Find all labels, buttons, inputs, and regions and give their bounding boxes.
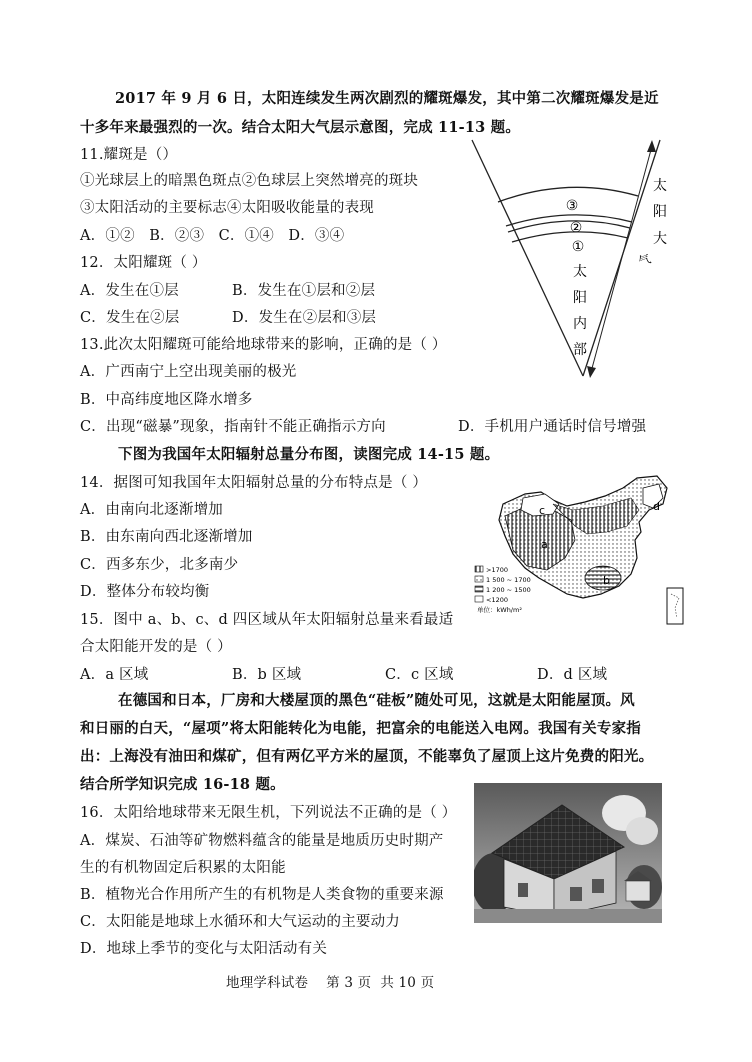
q13-option-c: C．出现“磁暴”现象，指南针不能正确指示方向: [80, 419, 386, 435]
q16-option-a-line1: A．煤炭、石油等矿物燃料蕴含的能量是地质历史时期产: [80, 833, 444, 849]
legend-swatch-3: [475, 586, 483, 592]
inner-char-2: 阳: [573, 290, 587, 306]
china-solar-radiation-map: [467, 470, 685, 632]
q11-stem: 11.耀斑是（）: [80, 147, 178, 163]
q15-stem-line1: 15．图中 a、b、c、d 四区域从年太阳辐射总量来看最适: [80, 612, 454, 628]
q16-option-d: D．地球上季节的变化与太阳活动有关: [80, 941, 328, 957]
inner-char-4: 部: [573, 342, 587, 358]
q12-option-b: B．发生在①层和②层: [232, 283, 376, 299]
solar-atmosphere-diagram: [470, 138, 685, 383]
legend-label-4: <1200: [486, 596, 508, 604]
q14-stem: 14．据图可知我国年太阳辐射总量的分布特点是（ ）: [80, 475, 428, 491]
q15-option-c: C．c 区域: [385, 667, 454, 683]
region-c-label: c: [539, 504, 546, 517]
atmos-char-4: 气: [636, 251, 653, 269]
intro3-line3: 出：上海没有油田和煤矿，但有两亿平方米的屋顶，不能辜负了屋顶上这片免费的阳光。: [80, 748, 654, 765]
intro3-line2: 和日丽的白天，“屋项”将太阳能转化为电能，把富余的电能送入电网。我国有关专家指: [80, 720, 641, 737]
q13-option-b: B．中高纬度地区降水增多: [80, 392, 253, 408]
q15-stem-line2: 合太阳能开发的是（ ）: [80, 639, 232, 655]
q16-option-b: B．植物光合作用所产生的有机物是人类食物的重要来源: [80, 887, 444, 903]
legend-label-3: 1 200 ~ 1500: [486, 586, 531, 594]
photo-small-house: [626, 881, 650, 901]
photo-window-1: [570, 887, 582, 901]
atmos-char-2: 阳: [653, 204, 667, 220]
q14-option-c: C．西多东少，北多南少: [80, 557, 239, 573]
arrow-head-bottom-icon: [587, 366, 596, 378]
legend-swatch-1: [475, 566, 483, 572]
arrow-head-top-icon: [647, 140, 656, 152]
intro2-line: 下图为我国年太阳辐射总量分布图，读图完成 14-15 题。: [118, 446, 500, 463]
q15-option-a: A．a 区域: [80, 667, 149, 683]
legend-unit: 单位：kWh/m²: [477, 606, 522, 614]
inner-char-3: 内: [573, 316, 587, 332]
q12-option-a: A．发生在①层: [80, 283, 179, 299]
layer-1-label: ①: [571, 239, 585, 255]
intro3-line1: 在德国和日本，厂房和大楼屋顶的黑色“硅板”随处可见，这就是太阳能屋顶。风: [118, 692, 635, 709]
q12-option-d: D．发生在②层和③层: [232, 310, 377, 326]
q12-stem: 12．太阳耀斑（ ）: [80, 255, 207, 271]
q15-option-d: D．d 区域: [537, 667, 608, 683]
legend-swatch-2: [475, 576, 483, 582]
intro1-line1: 2017 年 9 月 6 日，太阳连续发生两次剧烈的耀斑爆发，其中第二次耀斑爆发是近: [115, 90, 659, 107]
q11-item-line2: ③太阳活动的主要标志④太阳吸收能量的表现: [80, 200, 374, 216]
q13-option-a: A．广西南宁上空出现美丽的极光: [80, 364, 297, 380]
legend-swatch-4: [475, 596, 483, 602]
inner-char-1: 太: [573, 264, 587, 280]
q14-option-d: D．整体分布较均衡: [80, 584, 210, 600]
q11-item-line1: ①光球层上的暗黑色斑点②色球层上突然增亮的斑块: [80, 173, 419, 189]
page-footer: 地理学科试卷 第 3 页 共 10 页: [226, 975, 435, 991]
q15-option-b: B．b 区域: [232, 667, 302, 683]
q14-option-b: B．由东南向西北逐渐增加: [80, 529, 253, 545]
q16-option-a-line2: 生的有机物固定后积累的太阳能: [80, 860, 286, 876]
q14-option-a: A．由南向北逐渐增加: [80, 502, 223, 518]
photo-window-3: [518, 883, 528, 897]
q16-option-c: C．太阳能是地球上水循环和大气运动的主要动力: [80, 914, 400, 930]
south-sea-inset: [667, 588, 683, 624]
q13-stem: 13.此次太阳耀斑可能给地球带来的影响，正确的是（ ）: [80, 337, 447, 353]
region-d-label: d: [653, 500, 660, 513]
layer-2-label: ②: [569, 220, 583, 236]
intro3-line4: 结合所学知识完成 16-18 题。: [80, 776, 285, 793]
q11-options: A．①② B．②③ C．①④ D．③④: [80, 228, 345, 244]
region-a-label: a: [541, 538, 548, 551]
intro1-line2: 十多年来最强烈的一次。结合太阳大气层示意图，完成 11-13 题。: [80, 119, 521, 136]
legend-label-2: 1 500 ~ 1700: [486, 576, 531, 584]
solar-roof-house-photo: [474, 783, 662, 923]
region-b-label: b: [603, 574, 610, 587]
q13-option-d: D．手机用户通话时信号增强: [458, 419, 647, 435]
wedge-left-edge: [472, 140, 583, 376]
atmos-char-3: 大: [653, 231, 667, 247]
q12-option-c: C．发生在②层: [80, 310, 180, 326]
q16-stem: 16．太阳给地球带来无限生机，下列说法不正确的是（ ）: [80, 805, 457, 821]
legend-label-1: >1700: [486, 566, 508, 574]
atmos-char-1: 太: [653, 178, 667, 194]
photo-ground: [474, 909, 662, 923]
photo-window-2: [592, 879, 604, 893]
layer-3-label: ③: [565, 198, 579, 214]
